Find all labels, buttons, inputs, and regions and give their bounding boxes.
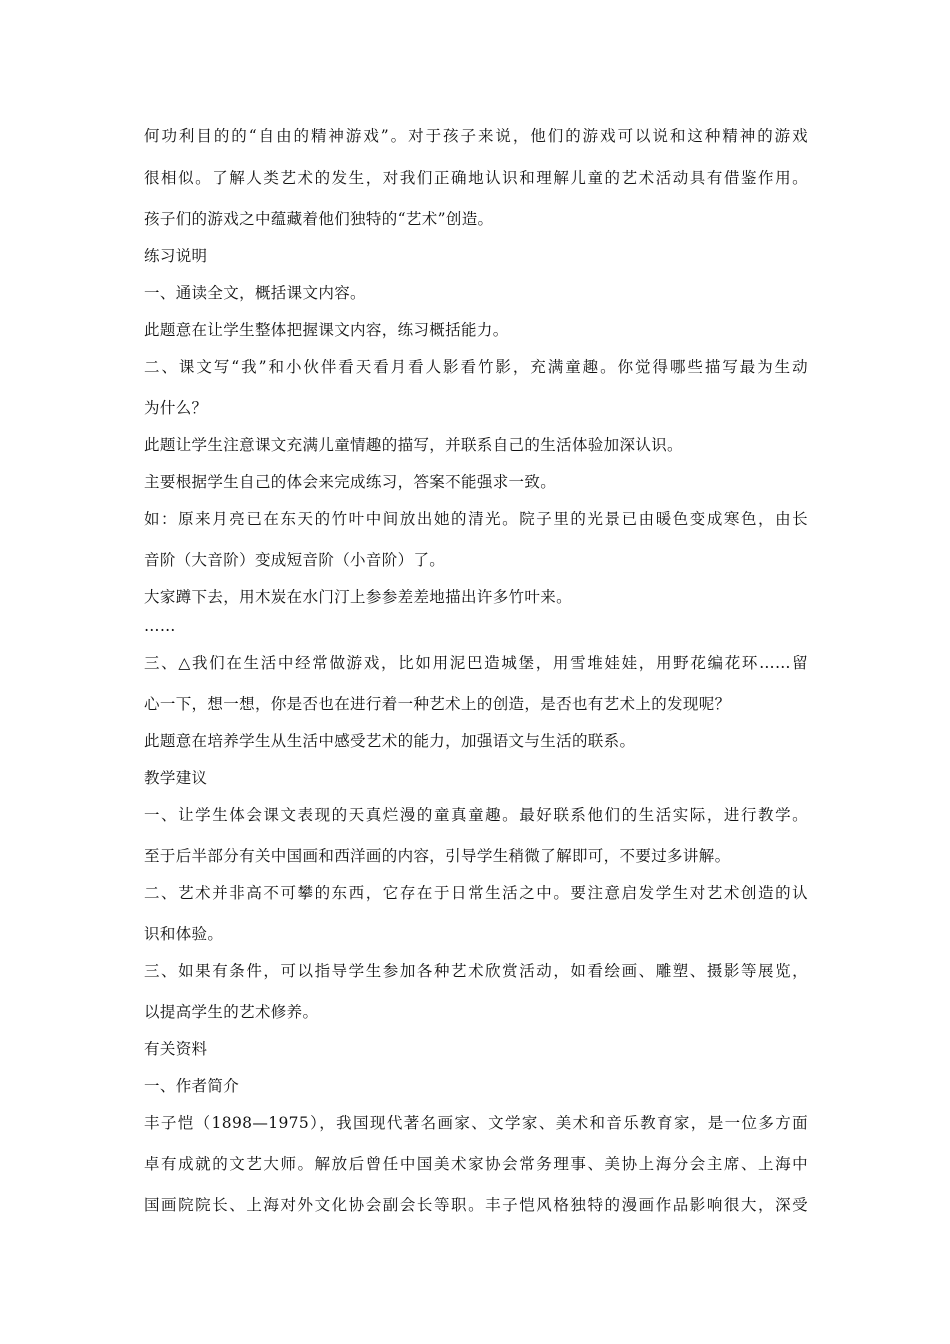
suggestion-item: 一、让学生体会课文表现的天真烂漫的童真童趣。最好联系他们的生活实际，进行教学。 [144,806,808,824]
text-line: 此题意在培养学生从生活中感受艺术的能力，加强语文与生活的联系。 [144,732,636,750]
text-line: 识和体验。 [144,925,224,943]
text-line: 心一下，想一想，你是否也在进行着一种艺术上的创造，是否也有艺术上的发现呢？ [144,695,731,713]
text-line: 至于后半部分有关中国画和西洋画的内容，引导学生稍微了解即可，不要过多讲解。 [144,847,731,865]
text-line: 如：原来月亮已在东天的竹叶中间放出她的清光。院子里的光景已由暖色变成寒色，由长 [144,510,808,528]
ellipsis: …… [144,617,176,635]
text-line: 此题让学生注意课文充满儿童情趣的描写，并联系自己的生活体验加深认识。 [144,436,683,454]
text-line: 大家蹲下去，用木炭在水门汀上参参差差地描出许多竹叶来。 [144,588,572,606]
subsection-heading: 一、作者简介 [144,1077,240,1095]
section-heading: 教学建议 [144,769,208,787]
text-line: 音阶（大音阶）变成短音阶（小音阶）了。 [144,551,446,569]
suggestion-item: 二、艺术并非高不可攀的东西，它存在于日常生活之中。要注意启发学生对艺术创造的认 [144,884,808,902]
text-line: 孩子们的游戏之中蕴藏着他们独特的“艺术”创造。 [144,210,494,228]
question-item: 一、通读全文，概括课文内容。 [144,284,366,302]
text-line: 以提高学生的艺术修养。 [144,1003,319,1021]
question-item: 三、△我们在生活中经常做游戏，比如用泥巴造城堡，用雪堆娃娃，用野花编花环……留 [144,654,808,672]
suggestion-item: 三、如果有条件，可以指导学生参加各种艺术欣赏活动，如看绘画、雕塑、摄影等展览， [144,962,808,980]
question-item: 二、课文写“我”和小伙伴看天看月看人影看竹影，充满童趣。你觉得哪些描写最为生动 [144,358,808,376]
text-line: 很相似。了解人类艺术的发生，对我们正确地认识和理解儿童的艺术活动具有借鉴作用。 [144,169,808,187]
text-line: 为什么？ [144,399,208,417]
text-line: 丰子恺（1898—1975），我国现代著名画家、文学家、美术和音乐教育家，是一位多方面 [144,1114,808,1132]
text-line: 卓有成就的文艺大师。解放后曾任中国美术家协会常务理事、美协上海分会主席、上海中 [144,1155,808,1173]
text-line: 国画院院长、上海对外文化协会副会长等职。丰子恺风格独特的漫画作品影响很大，深受 [144,1196,808,1214]
text-line: 此题意在让学生整体把握课文内容，练习概括能力。 [144,321,509,339]
section-heading: 练习说明 [144,247,208,265]
text-line: 何功利目的的“自由的精神游戏”。对于孩子来说，他们的游戏可以说和这种精神的游戏 [144,127,808,145]
section-heading: 有关资料 [144,1040,208,1058]
text-line: 主要根据学生自己的体会来完成练习，答案不能强求一致。 [144,473,557,491]
